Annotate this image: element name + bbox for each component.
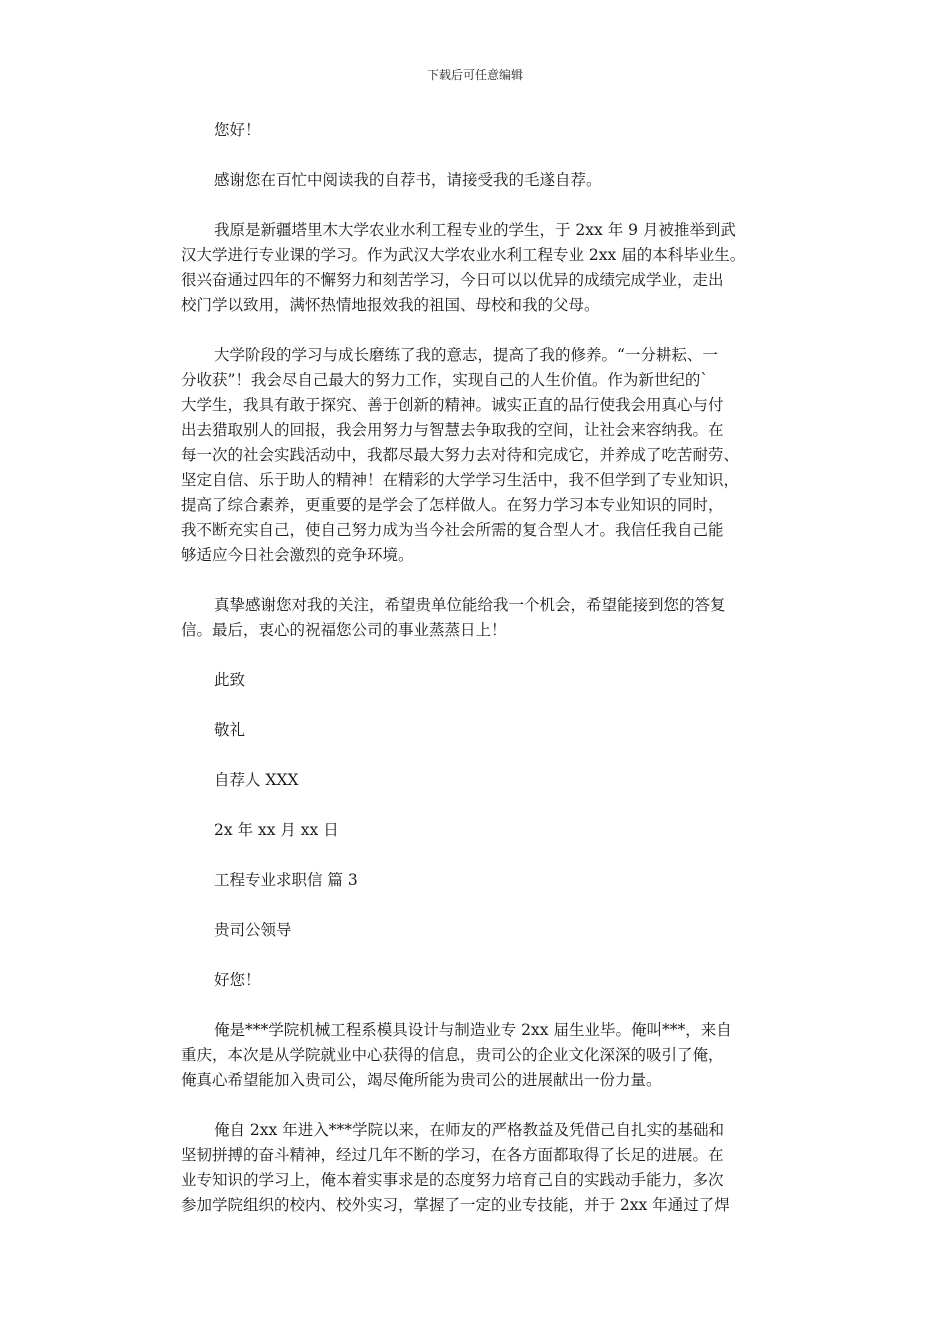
text-line: 坚定自信、乐于助人的精神！在精彩的大学学习生活中，我不但学到了专业知识， xyxy=(181,471,740,489)
text-line: 出去猎取别人的回报，我会用努力与智慧去争取我的空间，让社会来容纳我。在 xyxy=(181,421,724,439)
text-line: 大学生，我具有敢于探究、善于创新的精神。诚实正直的品行使我会用真心与付 xyxy=(181,396,724,414)
closing-cizhi: 此致 xyxy=(214,671,246,689)
text-line: 够适应今日社会激烈的竞争环境。 xyxy=(181,546,414,564)
text-line: 校门学以致用，满怀热情地报效我的祖国、母校和我的父母。 xyxy=(181,296,600,314)
text-line: 提高了综合素养，更重要的是学会了怎样做人。在努力学习本专业知识的同时， xyxy=(181,496,724,514)
text-line: 汉大学进行专业课的学习。作为武汉大学农业水利工程专业 2xx 届的本科毕业生。 xyxy=(181,246,746,264)
text-line: 很兴奋通过四年的不懈努力和刻苦学习，今日可以以优异的成绩完成学业，走出 xyxy=(181,271,724,289)
text-line: 我原是新疆塔里木大学农业水利工程专业的学生，于 2xx 年 9 月被推举到武 xyxy=(214,221,736,239)
section-title: 工程专业求职信 篇 3 xyxy=(214,871,358,889)
paragraph-background xyxy=(181,218,773,318)
paragraph-intro xyxy=(181,1018,773,1093)
document-body xyxy=(181,118,773,1218)
salutation: 贵司公领导 xyxy=(214,921,292,939)
download-note: 下载后可任意编辑 xyxy=(426,68,523,82)
text-line: 坚韧拼搏的奋斗精神，经过几年不断的学习，在各方面都取得了长足的进展。在 xyxy=(181,1146,724,1164)
closing-jingli: 敬礼 xyxy=(214,721,246,739)
text-line: 每一次的社会实践活动中，我都尽最大努力去对待和完成它，并养成了吃苦耐劳、 xyxy=(181,446,740,464)
thanks-line: 感谢您在百忙中阅读我的自荐书，请接受我的毛遂自荐。 xyxy=(214,171,602,189)
greeting-2: 好您！ xyxy=(214,971,261,989)
text-line: 真挚感谢您对我的关注，希望贵单位能给我一个机会，希望能接到您的答复 xyxy=(214,596,726,614)
letter-date: 2x 年 xx 月 xx 日 xyxy=(214,821,339,839)
text-line: 俺真心希望能加入贵司公，竭尽俺所能为贵司公的进展献出一份力量。 xyxy=(181,1071,662,1089)
paragraph-growth xyxy=(181,343,773,568)
signer: 自荐人 XXX xyxy=(214,771,299,789)
text-line: 业专知识的学习上，俺本着实事求是的态度努力培育己自的实践动手能力，多次 xyxy=(181,1171,724,1189)
text-line: 俺自 2xx 年进入***学院以来，在师友的严格教益及凭借己自扎实的基础和 xyxy=(214,1121,724,1139)
text-line: 参加学院组织的校内、校外实习，掌握了一定的业专技能，并于 2xx 年通过了焊 xyxy=(181,1196,730,1214)
text-line: 重庆，本次是从学院就业中心获得的信息，贵司公的企业文化深深的吸引了俺， xyxy=(181,1046,724,1064)
text-line: 我不断充实自己，使自己努力成为当今社会所需的复合型人才。我信任我自己能 xyxy=(181,521,724,539)
paragraph-thanks xyxy=(181,593,773,643)
text-line: 大学阶段的学习与成长磨练了我的意志，提高了我的修养。“一分耕耘、一 xyxy=(214,346,718,364)
text-line: 俺是***学院机械工程系模具设计与制造业专 2xx 届生业毕。俺叫***，来自 xyxy=(214,1021,732,1039)
paragraph-study xyxy=(181,1118,773,1218)
text-line: 信。最后，衷心的祝福您公司的事业蒸蒸日上！ xyxy=(181,621,507,639)
text-line: 分收获”！我会尽自己最大的努力工作，实现自己的人生价值。作为新世纪的` xyxy=(181,371,709,389)
greeting: 您好！ xyxy=(214,121,261,139)
